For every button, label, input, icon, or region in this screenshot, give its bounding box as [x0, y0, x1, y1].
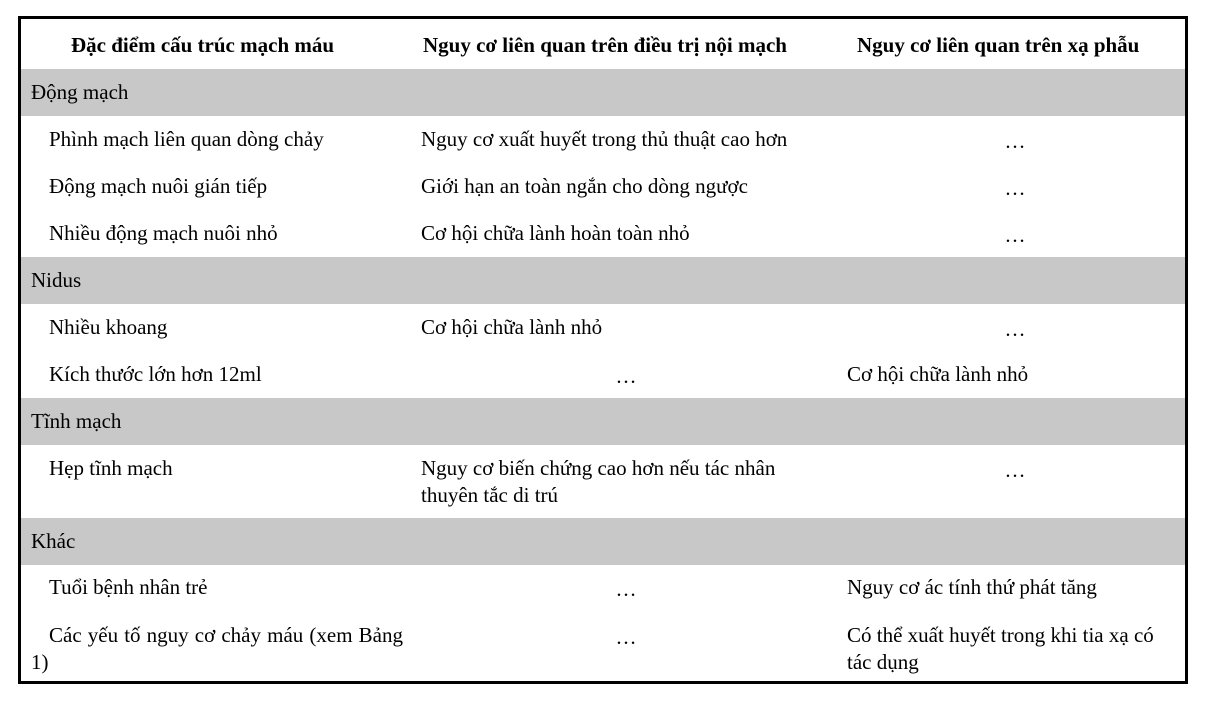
header-structure: Đặc điểm cấu trúc mạch máu [71, 33, 335, 57]
cell-endovascular: Cơ hội chữa lành hoàn toàn nhỏ [421, 221, 690, 245]
cell-endovascular: … [615, 364, 637, 388]
cell-radiosurgery: … [1004, 223, 1026, 247]
cell-structure: Phình mạch liên quan dòng chảy [49, 127, 324, 151]
cell-structure: Các yếu tố nguy cơ chảy máu (xem Bảng 1) [31, 623, 403, 674]
cell-radiosurgery: Cơ hội chữa lành nhỏ [847, 362, 1029, 386]
section-row [21, 398, 1185, 445]
section-row [21, 518, 1185, 565]
section-title: Nidus [31, 268, 82, 292]
header-endovascular-risk: Nguy cơ liên quan trên điều trị nội mạch [423, 33, 787, 57]
header-radiosurgery-risk: Nguy cơ liên quan trên xạ phẫu [857, 33, 1140, 57]
section-title: Động mạch [31, 80, 129, 104]
table-row [21, 210, 1185, 257]
cell-radiosurgery: … [1004, 176, 1026, 200]
table-row [21, 351, 1185, 398]
cell-endovascular: Nguy cơ xuất huyết trong thủ thuật cao hơn [421, 127, 788, 151]
cell-radiosurgery: Nguy cơ ác tính thứ phát tăng [847, 575, 1097, 599]
cell-endovascular: Giới hạn an toàn ngắn cho dòng ngược [421, 174, 748, 198]
section-row [21, 257, 1185, 304]
cell-endovascular: … [615, 577, 637, 601]
table-row [21, 445, 1185, 518]
cell-radiosurgery: Có thể xuất huyết trong khi tia xạ có tác dụng [847, 623, 1154, 674]
cell-structure: Kích thước lớn hơn 12ml [49, 362, 262, 386]
cell-structure: Nhiều động mạch nuôi nhỏ [49, 221, 278, 245]
section-row [21, 69, 1185, 116]
cell-endovascular: Cơ hội chữa lành nhỏ [421, 315, 603, 339]
cell-radiosurgery: … [1004, 317, 1026, 341]
cell-structure: Nhiều khoang [49, 315, 168, 339]
table-row [21, 612, 1185, 682]
table-row [21, 565, 1185, 612]
table-row [21, 163, 1185, 210]
cell-endovascular: Nguy cơ biến chứng cao hơn nếu tác nhân thuyên tắc di trú [421, 456, 776, 507]
table [18, 16, 1188, 684]
cell-endovascular: … [615, 625, 637, 649]
section-title: Tĩnh mạch [31, 409, 122, 433]
table-row [21, 304, 1185, 351]
cell-structure: Hẹp tĩnh mạch [49, 456, 173, 480]
cell-structure: Động mạch nuôi gián tiếp [49, 174, 268, 198]
table-row [21, 116, 1185, 163]
cell-radiosurgery: … [1004, 458, 1026, 482]
cell-structure: Tuổi bệnh nhân trẻ [49, 575, 208, 599]
section-title: Khác [31, 529, 76, 553]
cell-radiosurgery: … [1004, 129, 1026, 153]
table-header [21, 19, 1185, 70]
